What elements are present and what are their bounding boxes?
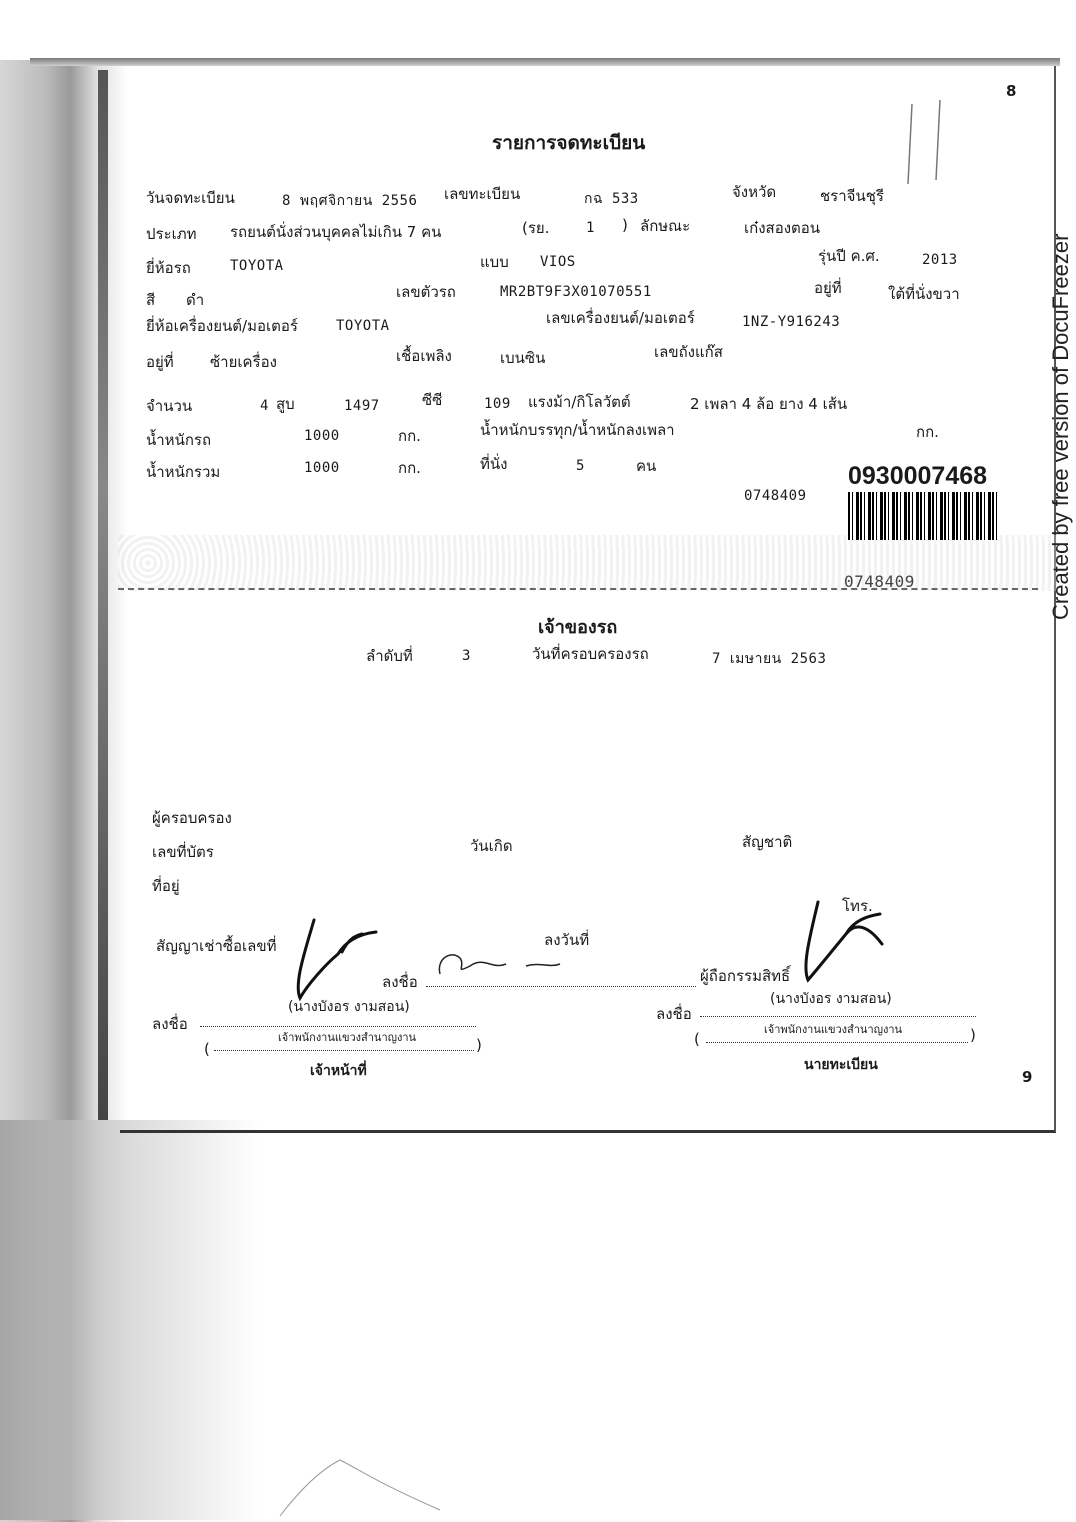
owner-signature (430, 944, 570, 984)
vin-value: MR2BT9F3X01070551 (500, 284, 652, 300)
plate-value: กฉ 533 (584, 191, 639, 207)
style-label: ลักษณะ (640, 217, 691, 235)
registrar-paren-open: ( (694, 1030, 700, 1048)
plate-label: เลขทะเบียน (444, 185, 521, 203)
birth-label: วันเกิด (470, 837, 513, 855)
load-label: น้ำหนักบรรทุก/น้ำหนักลงเพลา (480, 421, 675, 439)
officer-name: (นางบังอร งามสอน) (288, 999, 410, 1015)
type-label: ประเภท (146, 225, 197, 243)
fuel-value: เบนซิน (500, 349, 546, 367)
registrar-position: เจ้าพนักงานแขวงสำนาญงาน (764, 1023, 903, 1036)
officer-signature (286, 914, 386, 1004)
engine-location-label: อยู่ที่ (146, 353, 174, 371)
cc-unit: ซีซี (422, 391, 443, 409)
possession-label: วันที่ครอบครองรถ (532, 645, 649, 663)
serial-big: 0930007468 (848, 462, 988, 490)
code-label: (รย. (522, 219, 550, 237)
nationality-label: สัญชาติ (742, 833, 793, 851)
cylinders-label: จำนวน (146, 397, 193, 415)
owner-sign-label: ลงชื่อ (382, 973, 418, 991)
engine-no-value: 1NZ-Y916243 (742, 314, 841, 330)
order-label: ลำดับที่ (366, 647, 413, 665)
style-value: เก๋งสองตอน (744, 219, 821, 237)
serial-overprint: 0748409 (844, 572, 915, 591)
officer-sign-label: ลงชื่อ (152, 1015, 188, 1033)
province-value: ชราจีนชุรี (820, 187, 884, 205)
load-unit: กก. (916, 423, 939, 441)
engine-no-label: เลขเครื่องยนต์/มอเตอร์ (546, 309, 695, 327)
engine-brand-value: TOYOTA (336, 318, 390, 334)
owner-heading: เจ้าของรถ (538, 617, 618, 638)
scan-shadow-lower (0, 1120, 260, 1520)
officer-paren-close: ) (476, 1036, 482, 1054)
brand-value: TOYOTA (230, 258, 284, 274)
document-title: รายการจดทะเบียน (492, 132, 646, 154)
officer-paren-open: ( (204, 1040, 210, 1058)
brand-label: ยี่ห้อรถ (146, 259, 191, 277)
owner-title: ผู้ถือกรรมสิทธิ์ (700, 967, 791, 985)
seats-value: 5 (576, 458, 585, 474)
total-weight-label: น้ำหนักรวม (146, 463, 221, 481)
seal-watermark-band (118, 535, 1058, 591)
weight-unit: กก. (398, 427, 421, 445)
color-label: สี (146, 291, 156, 309)
code-value: 1 (586, 220, 595, 236)
model-label: แบบ (480, 253, 509, 271)
engine-location-value: ซ้ายเครื่อง (210, 353, 277, 371)
seats-label: ที่นั่ง (480, 455, 508, 473)
gas-tank-label: เลขถังแก๊ส (654, 343, 723, 361)
reg-date-value: 8 พฤศจิกายน 2556 (282, 193, 418, 209)
total-weight-unit: กก. (398, 459, 421, 477)
scan-binding-strip (98, 70, 108, 1120)
reg-date-label: วันจดทะเบียน (146, 189, 235, 207)
id-label: เลขที่บัตร (152, 843, 214, 861)
hp-unit: แรงม้า/กิโลวัตต์ (528, 393, 631, 411)
code-close: ) (622, 216, 628, 234)
weight-label: น้ำหนักรถ (146, 431, 212, 449)
scan-marks-bottom (270, 1440, 450, 1520)
year-label: รุ่นปี ค.ศ. (818, 247, 880, 265)
scan-marks-top (896, 94, 946, 194)
registrar-title: นายทะเบียน (804, 1057, 878, 1073)
province-label: จังหวัด (732, 183, 777, 201)
page-number-bottom: 9 (1022, 1068, 1033, 1086)
cylinders-value: 4 (260, 398, 269, 414)
model-value: VIOS (540, 254, 576, 270)
axles-wheels-tires: 2 เพลา 4 ล้อ ยาง 4 เส้น (690, 395, 848, 413)
address-label: ที่อยู่ (152, 877, 180, 895)
phone-label: โทร. (842, 897, 873, 915)
officer-position: เจ้าพนักงานแขวงสำนาญงาน (278, 1031, 417, 1044)
registrar-sign-line (700, 1016, 976, 1017)
registrar-sign-label: ลงชื่อ (656, 1005, 692, 1023)
type-value: รถยนต์นั่งส่วนบุคคลไม่เกิน 7 คน (230, 223, 442, 241)
registrar-signature (796, 896, 896, 986)
vin-location-value: ใต้ที่นั่งขวา (888, 285, 960, 303)
total-weight-value: 1000 (304, 460, 340, 476)
barcode (848, 492, 1000, 540)
year-value: 2013 (922, 252, 958, 268)
scan-top-edge (30, 58, 1060, 66)
hp-value: 109 (484, 396, 511, 412)
order-value: 3 (462, 648, 471, 664)
weight-value: 1000 (304, 428, 340, 444)
vin-location-label: อยู่ที่ (814, 279, 842, 297)
serial-small: 0748409 (744, 488, 807, 504)
page-number-top: 8 (1006, 82, 1017, 100)
holder-label: ผู้ครอบครอง (152, 809, 232, 827)
possession-value: 7 เมษายน 2563 (712, 651, 827, 667)
officer-title: เจ้าหน้าที่ (310, 1063, 367, 1079)
owner-sign-line (426, 986, 696, 987)
registrar-name: (นางบังอร งามสอน) (770, 991, 892, 1007)
seats-unit: คน (636, 457, 657, 475)
engine-brand-label: ยี่ห้อเครื่องยนต์/มอเตอร์ (146, 317, 298, 335)
cc-value: 1497 (344, 398, 380, 414)
sign-date-label: ลงวันที่ (544, 931, 590, 949)
officer-sign-line (200, 1026, 476, 1027)
cylinders-unit: สูบ (276, 395, 295, 413)
officer-paren-line (214, 1050, 474, 1051)
docufreezer-watermark: Created by free version of DocuFreezer (1048, 233, 1073, 620)
registrar-paren-close: ) (970, 1026, 976, 1044)
color-value: ดำ (186, 291, 205, 309)
fuel-label: เชื้อเพลิง (396, 347, 452, 365)
lease-label: สัญญาเช่าซื้อเลขที่ (156, 937, 277, 955)
registrar-paren-line (706, 1042, 968, 1043)
vin-label: เลขตัวรถ (396, 283, 456, 301)
